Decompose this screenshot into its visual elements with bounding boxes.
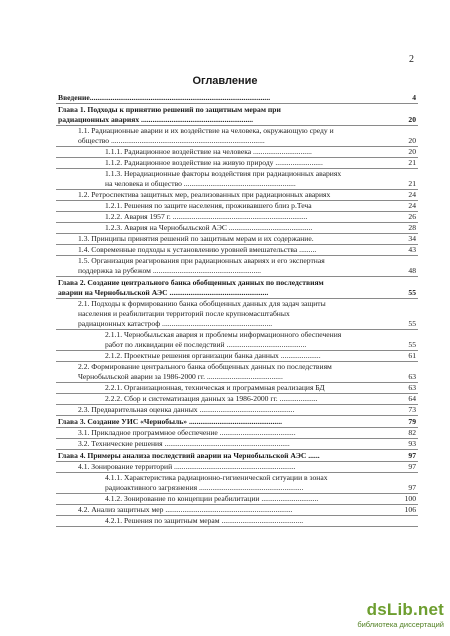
toc-entry-page: 97 <box>408 483 416 492</box>
toc-entry-text: 4.1. Зонирование территорий ................................................................ <box>78 462 296 471</box>
toc-entry-page: 48 <box>408 266 416 275</box>
toc-entry <box>56 256 418 277</box>
toc-chapter-entry <box>56 417 418 428</box>
toc-entry-page: 55 <box>408 340 416 349</box>
toc-entry-page: 82 <box>408 428 416 437</box>
toc-entry <box>56 505 418 516</box>
toc-entry-text: Глава 2. Создание центрального банка обобщенных данных по последствиям аварии на Чернобыльской АЭС .................................................... <box>58 278 324 297</box>
toc-entry-page: 97 <box>408 451 416 460</box>
toc-entry <box>56 126 418 147</box>
toc-entry-text: Глава 1. Подходы к принятию решений по защитным мерам при радиационных авариях ........................................................... <box>58 105 281 124</box>
toc-entry-text: 1.2.3. Авария на Чернобыльской АЭС ............................................ <box>105 223 313 232</box>
toc-entry-text: 1.3. Принципы принятия решений по защитным мерам и их содержание. <box>78 234 314 243</box>
toc-entry <box>56 473 418 494</box>
toc-entry <box>56 362 418 383</box>
toc-entry <box>56 494 418 505</box>
toc-entry-page: 24 <box>408 190 416 199</box>
toc-entry-page: 28 <box>408 223 416 232</box>
toc-entry-page: 24 <box>408 201 416 210</box>
toc-chapter-entry <box>56 451 418 462</box>
watermark-logo: dsLib.net <box>366 600 444 619</box>
toc-entry <box>56 516 418 527</box>
toc-entry-text: Введение............................................................................................... <box>58 93 271 102</box>
toc-entry <box>56 93 418 104</box>
toc-entry <box>56 405 418 416</box>
toc-entry-page: 21 <box>408 179 416 188</box>
toc-entry-text: 1.4. Современные подходы к установлению уровней вмешательства ......... <box>78 245 317 254</box>
watermark <box>344 600 444 630</box>
toc-entry-page: 55 <box>408 319 416 328</box>
toc-entry-page: 20 <box>408 136 416 145</box>
toc-entry <box>56 212 418 223</box>
toc-entry <box>56 234 418 245</box>
toc-entry <box>56 147 418 158</box>
toc-entry-page: 97 <box>408 462 416 471</box>
toc-entry-page: 73 <box>408 405 416 414</box>
toc-entry-text: 1.2. Ретроспектива защитных мер, реализованных при радиационных авариях <box>78 190 331 199</box>
toc-entry <box>56 201 418 212</box>
toc-entry-text: 2.1.2. Проектные решения организации банка данных ..................... <box>105 351 321 360</box>
toc-entry-text: 3.1. Прикладное программное обеспечение ........................................ <box>78 428 296 437</box>
toc-entry-page: 55 <box>408 288 416 297</box>
toc-entry-page: 63 <box>408 372 416 381</box>
toc-title: Оглавление <box>192 75 258 87</box>
toc-entry-text: 1.2.1. Решения по защите населения, проживавшего близ р.Теча <box>105 201 312 210</box>
toc-entry-page: 20 <box>408 147 416 156</box>
toc-entry <box>56 383 418 394</box>
toc-entry <box>56 394 418 405</box>
toc-entry-page: 79 <box>408 417 416 426</box>
toc-entry-text: 2.2.2. Сбор и систематизация данных за 1986-2000 гг. .................... <box>105 394 318 403</box>
toc-entry <box>56 462 418 473</box>
watermark-subtitle: библиотека диссертаций <box>357 620 444 629</box>
toc-entry <box>56 351 418 362</box>
toc-entry <box>56 223 418 234</box>
toc-chapter-entry <box>56 278 418 299</box>
toc-entry-page: 61 <box>408 351 416 360</box>
toc-entry-text: Глава 3. Создание УИС «Чернобыль» ................................................. <box>58 417 282 426</box>
toc-entry <box>56 439 418 450</box>
toc-entry-text: Глава 4. Примеры анализа последствий аварии на Чернобыльской АЭС ...... <box>58 451 320 460</box>
toc-entry-text: 2.2. Формирование центрального банка обобщенных данных по последствиям Чернобыльской аварии за 1986-2000 гг. ........................................ <box>78 362 332 381</box>
toc-entry-page: 43 <box>408 245 416 254</box>
toc-entry-text: 2.2.1. Организационная, техническая и программная реализация БД <box>105 383 325 392</box>
toc-entry-text: 1.1.2. Радиационное воздействие на живую природу ......................... <box>105 158 323 167</box>
toc-entry-page: 26 <box>408 212 416 221</box>
toc-entry-page: 21 <box>408 158 416 167</box>
toc-entry-page: 4 <box>412 93 416 102</box>
toc-entry-text: 4.1.1. Характеристика радиационно-гигиенической ситуации в зонах радиоактивного загрязнения ....................................................... <box>105 473 328 492</box>
toc-entry-page: 63 <box>408 383 416 392</box>
toc-entry-page: 93 <box>408 439 416 448</box>
toc-entry-text: 2.3. Предварительная оценка данных .................................................. <box>78 405 295 414</box>
toc-entry-text: 4.1.2. Зонирование по концепции реабилитации .............................. <box>105 494 319 503</box>
toc-entry-text: 3.2. Технические решения .................................................................. <box>78 439 290 448</box>
toc-entry-text: 1.5. Организация реагирования при радиационных авариях и его экспертная поддержка за рубежом ......................................................... <box>78 256 325 275</box>
toc-entry <box>56 245 418 256</box>
toc-entry-page: 100 <box>404 494 416 503</box>
toc-entry-text: 4.2.1. Решения по защитным мерам ........................................... <box>105 516 304 525</box>
toc-entry-page: 64 <box>408 394 416 403</box>
table-of-contents <box>56 93 418 527</box>
toc-entry <box>56 190 418 201</box>
toc-entry-text: 1.1. Радиационные аварии и их воздействие на человека, окружающую среду и общество ................................................................................. <box>78 126 334 145</box>
toc-entry-page: 106 <box>404 505 416 514</box>
toc-entry-page: 20 <box>408 115 416 124</box>
toc-entry <box>56 428 418 439</box>
toc-entry-text: 1.1.1. Радиационное воздействие на человека ............................... <box>105 147 312 156</box>
toc-entry-text: 2.1. Подходы к формированию банка обобщенных данных для задач защиты населения и реабилитации территорий после крупномасштабных радиационных катастроф .......................................................... <box>78 299 326 328</box>
toc-entry <box>56 169 418 190</box>
toc-entry <box>56 158 418 169</box>
toc-entry-text: 1.1.3. Нерадиационные факторы воздействия при радиационных авариях на человека и общество ........................................................... <box>105 169 342 188</box>
toc-chapter-entry <box>56 105 418 126</box>
toc-entry <box>56 299 418 330</box>
page-number: 2 <box>409 54 414 65</box>
toc-entry-text: 4.2. Анализ защитных мер ................................................................... <box>78 505 293 514</box>
toc-entry-text: 2.1.1. Чернобыльская авария и проблемы информационного обеспечения работ по ликвидации её последствий .......................................... <box>105 330 342 349</box>
toc-entry <box>56 330 418 351</box>
toc-entry-page: 34 <box>408 234 416 243</box>
toc-entry-text: 1.2.2. Авария 1957 г. ....................................................................... <box>105 212 308 221</box>
